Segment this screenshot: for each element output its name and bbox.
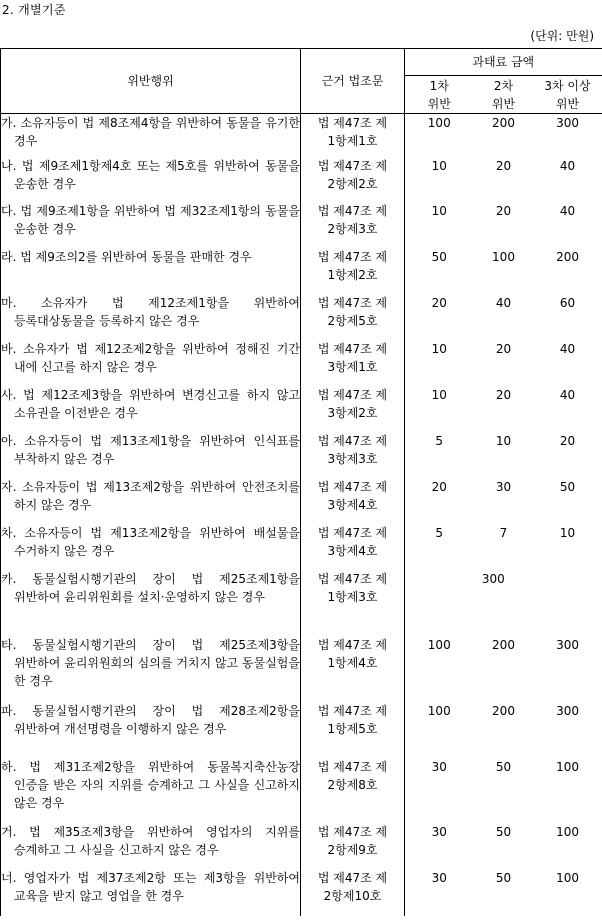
table-row (1, 114, 602, 157)
table-row (1, 248, 602, 294)
fine-table (0, 48, 602, 916)
violation-cell (1, 869, 301, 916)
violation-cell (1, 823, 301, 869)
amount-first: 50 (431, 249, 447, 264)
amount-second: 200 (492, 116, 515, 130)
law-text: 법 제47조 제3항제2호 (317, 387, 388, 420)
violation-text: 거. 법 제35조제3항을 위반하여 영업자의 지위를 승계하고 그 사실을 신고하지 않은 경우 (1, 824, 300, 857)
amount-first: 100 (427, 637, 451, 652)
amount-first: 5 (435, 525, 444, 540)
law-text: 법 제47조 제3항제4호 (317, 479, 388, 512)
violation-cell (1, 340, 301, 386)
amount-third: 40 (559, 341, 576, 356)
law-text: 법 제47조 제2항제3호 (317, 203, 388, 236)
amount-first: 10 (431, 158, 447, 173)
violation-text: 너. 영업자가 법 제37조제2항 또는 제3항을 위반하여 교육을 받지 않고 영업을 한 경우 (1, 870, 300, 903)
amount-second: 100 (492, 249, 515, 264)
table-row (1, 294, 602, 340)
table-row (1, 157, 602, 202)
violation-cell (1, 202, 301, 248)
header-violation: 위반행위 (1, 49, 301, 114)
table-row (1, 524, 602, 570)
law-cell (301, 432, 405, 478)
amount-third: 40 (559, 158, 576, 173)
violation-cell (1, 157, 301, 202)
law-cell (301, 202, 405, 248)
law-text: 법 제47조 제1항제4호 (317, 637, 388, 670)
amount-first: 10 (431, 341, 447, 356)
violation-text: 다. 법 제9조제1항을 위반하여 법 제32조제1항의 동물을 운송한 경우 (1, 203, 300, 236)
table-row (1, 823, 602, 869)
violation-text: 사. 법 제12조제3항을 위반하여 변경신고를 하지 않고 소유권을 이전받은 경우 (1, 387, 300, 420)
law-cell (301, 340, 405, 386)
amount-third: 60 (559, 295, 576, 310)
table-row (1, 340, 602, 386)
amount-third: 50 (559, 479, 576, 494)
violation-text: 가. 소유자등이 법 제8조제4항을 위반하여 동물을 유기한 경우 (1, 116, 300, 148)
law-text: 법 제47조 제2항제8호 (317, 759, 388, 792)
law-cell (301, 823, 405, 869)
amount-third: 200 (556, 249, 579, 264)
law-cell (301, 248, 405, 294)
table-row (1, 758, 602, 823)
amount-third: 20 (559, 433, 576, 448)
law-cell (301, 294, 405, 340)
law-text: 법 제47조 제1항제1호 (317, 116, 388, 148)
amount-first: 100 (427, 116, 451, 130)
table-row (1, 386, 602, 432)
violation-text: 라. 법 제9조의2를 위반하여 동물을 판매한 경우 (1, 249, 252, 264)
unit-label: (단위: 만원) (530, 29, 594, 43)
amount-third: 300 (556, 116, 579, 130)
violation-cell (1, 114, 301, 157)
violation-text: 나. 법 제9조제1항제4호 또는 제5호를 위반하여 동물을 운송한 경우 (1, 158, 300, 191)
law-cell (301, 869, 405, 916)
violation-text: 마. 소유자가 법 제12조제1항을 위반하여 등록대상동물을 등록하지 않은 경우 (1, 295, 300, 328)
law-text: 법 제47조 제3항제1호 (317, 341, 388, 374)
violation-cell (1, 636, 301, 702)
table-row (1, 702, 602, 758)
violation-cell (1, 248, 301, 294)
amount-third: 100 (556, 759, 579, 774)
amount-second: 20 (495, 158, 512, 173)
violation-cell (1, 386, 301, 432)
violation-cell (1, 524, 301, 570)
table-row (1, 570, 602, 636)
amount-second: 20 (495, 341, 512, 356)
law-cell (301, 478, 405, 524)
amount-third: 40 (559, 203, 576, 218)
header-first: 1차 위반 (405, 76, 474, 114)
header-second: 2차 위반 (474, 76, 534, 114)
amount-first: 5 (435, 433, 444, 448)
law-text: 법 제47조 제2항제5호 (317, 295, 388, 328)
table-row (1, 636, 602, 702)
violation-text: 자. 소유자등이 법 제13조제2항을 위반하여 안전조치를 하지 않은 경우 (1, 479, 300, 512)
amount-third: 100 (556, 824, 579, 839)
amount-second: 50 (495, 870, 512, 885)
violation-text: 차. 소유자등이 법 제13조제2항을 위반하여 배설물을 수거하지 않은 경우 (1, 525, 300, 558)
amount-third: 300 (556, 637, 579, 652)
amount-second: 10 (495, 433, 512, 448)
violation-cell (1, 758, 301, 823)
amount-first: 100 (427, 703, 451, 718)
law-text: 법 제47조 제2항제9호 (317, 824, 388, 857)
amount-second: 40 (495, 295, 512, 310)
amount-second: 50 (495, 824, 512, 839)
amount-second: 200 (492, 637, 515, 652)
law-cell (301, 114, 405, 157)
violation-text: 아. 소유자등이 법 제13조제1항을 위반하여 인식표를 부착하지 않은 경우 (1, 433, 300, 466)
law-cell (301, 386, 405, 432)
law-text: 법 제47조 제1항제2호 (317, 249, 388, 282)
amount-third: 10 (559, 525, 576, 540)
violation-cell (1, 702, 301, 758)
law-text: 법 제47조 제2항제10호 (317, 870, 388, 903)
amount-second: 50 (495, 759, 512, 774)
violation-cell (1, 294, 301, 340)
law-text: 법 제47조 제1항제3호 (317, 571, 388, 604)
law-text: 법 제47조 제1항제5호 (317, 703, 388, 736)
violation-cell (1, 432, 301, 478)
violation-text: 하. 법 제31조제2항을 위반하여 동물복지축산농장 인증을 받은 자의 지위를 승계하고 그 사실을 신고하지 않은 경우 (1, 759, 300, 810)
amount-third: 100 (556, 870, 579, 885)
law-cell (301, 157, 405, 202)
violation-text: 파. 동물실험시행기관의 장이 법 제28조제2항을 위반하여 개선명령을 이행하지 않은 경우 (1, 703, 300, 736)
header-law: 근거 법조문 (301, 49, 405, 114)
amount-third: 40 (559, 387, 576, 402)
law-cell (301, 758, 405, 823)
amount-merged: 300 (481, 571, 505, 586)
law-text: 법 제47조 제3항제3호 (317, 433, 388, 466)
amount-second: 20 (495, 203, 512, 218)
violation-text: 바. 소유자가 법 제12조제2항을 위반하여 정해진 기간 내에 신고를 하지 않은 경우 (1, 341, 300, 374)
amount-second: 7 (499, 525, 508, 540)
header-third: 3차 이상 위반 (534, 76, 602, 114)
amount-second: 20 (495, 387, 512, 402)
amount-first: 20 (431, 479, 447, 494)
amount-first: 20 (431, 295, 447, 310)
amount-second: 30 (495, 479, 512, 494)
violation-text: 카. 동물실험시행기관의 장이 법 제25조제1항을 위반하여 윤리위원회를 설치·운영하지 않은 경우 (1, 571, 300, 604)
violation-text: 타. 동물실험시행기관의 장이 법 제25조제3항을 위반하여 윤리위원회의 심의를 거치지 않고 동물실험을 한 경우 (1, 637, 300, 688)
header-amount: 과태료 금액 (405, 49, 602, 76)
violation-cell (1, 570, 301, 636)
law-cell (301, 570, 405, 636)
amount-first: 30 (431, 824, 447, 839)
amount-third: 300 (556, 703, 579, 718)
law-text: 법 제47조 제2항제2호 (317, 158, 388, 191)
law-cell (301, 702, 405, 758)
amount-second: 200 (492, 703, 515, 718)
section-heading: 2. 개별기준 (2, 3, 66, 17)
table-row (1, 432, 602, 478)
table-row (1, 202, 602, 248)
amount-first: 10 (431, 387, 447, 402)
violation-cell (1, 478, 301, 524)
table-row (1, 869, 602, 916)
amount-first: 30 (431, 759, 447, 774)
law-text: 법 제47조 제3항제4호 (317, 525, 388, 558)
table-row (1, 478, 602, 524)
amount-first: 30 (431, 870, 447, 885)
law-cell (301, 524, 405, 570)
law-cell (301, 636, 405, 702)
amount-first: 10 (431, 203, 447, 218)
